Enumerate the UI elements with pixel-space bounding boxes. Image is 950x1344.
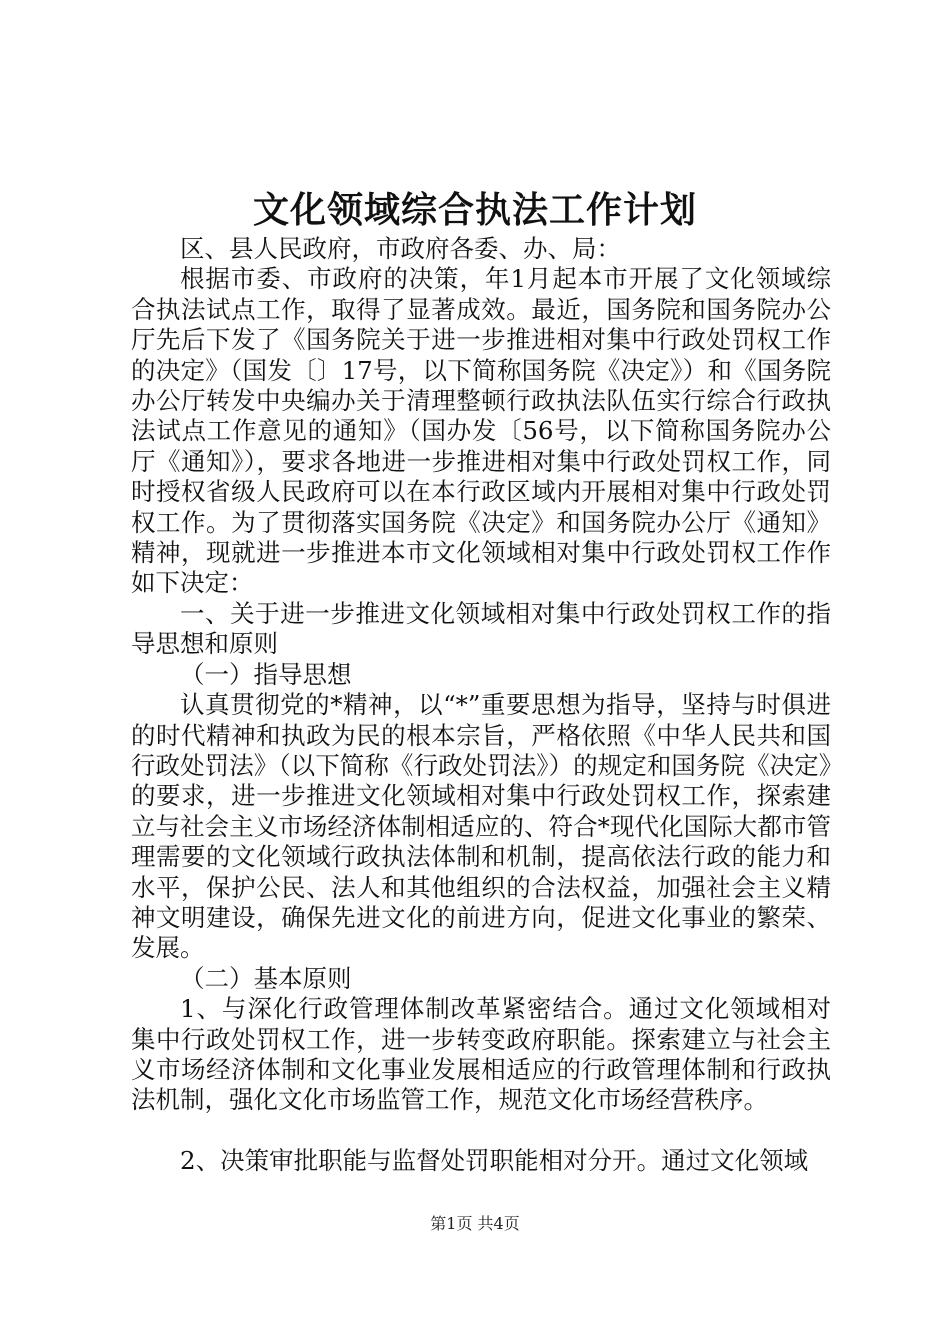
document-title: 文化领域综合执法工作计划 (252, 189, 697, 231)
guiding-thought-paragraph: 认真贯彻党的*精神，以“*”重要思想为指导，坚持与时俱进的时代精神和执政为民的根本宗旨，严格依照《中华人民共和国行政处罚法》（以下简称《行政处罚法》）的规定和国务院《决定》的要求，进一步推进文化领域相对集中行政处罚权工作，探索建立与社会主义市场经济体制相适应的、符合*现代化国际大都市管理需要的文化领域行政执法体制和机制，提高依法行政的能力和水平，保护公民、法人和其他组织的合法权益，加强社会主义精神文明建设，确保先进文化的前进方向，促进文化事业的繁荣、发展。 (131, 690, 831, 963)
subsection-heading-guiding-thought: （一）指导思想 (180, 659, 352, 689)
principle-1-paragraph: 1、与深化行政管理体制改革紧密结合。通过文化领域相对集中行政处罚权工作，进一步转变政府职能。探索建立与社会主义市场经济体制和文化事业发展相适应的行政管理体制和行政执法机制，强化文化市场监管工作，规范文化市场经营秩序。 (131, 994, 831, 1115)
intro-paragraph: 根据市委、市政府的决策，年1月起本市开展了文化领域综合执法试点工作，取得了显著成效。最近，国务院和国务院办公厅先后下发了《国务院关于进一步推进相对集中行政处罚权工作的决定》（国发〔〕17号，以下简称国务院《决定》）和《国务院办公厅转发中央编办关于清理整顿行政执法队伍实行综合行政执法试点工作意见的通知》（国办发〔56号，以下简称国务院办公厅《通知》），要求各地进一步推进相对集中行政处罚权工作，同时授权省级人民政府可以在本行政区域内开展相对集中行政处罚权工作。为了贯彻落实国务院《决定》和国务院办公厅《通知》精神，现就进一步推进本市文化领域相对集中行政处罚权工作作如下决定： (131, 264, 831, 598)
principle-2-paragraph: 2、决策审批职能与监督处罚职能相对分开。通过文化领域 (180, 1145, 809, 1175)
document-body (131, 234, 831, 1176)
salutation-paragraph: 区、县人民政府，市政府各委、办、局： (180, 234, 621, 263)
subsection-heading-basic-principles: （二）基本原则 (180, 963, 352, 993)
page-number-footer: 第1页 共4页 (430, 1214, 520, 1233)
section-heading: 一、关于进一步推进文化领域相对集中行政处罚权工作的指导思想和原则 (131, 598, 831, 659)
